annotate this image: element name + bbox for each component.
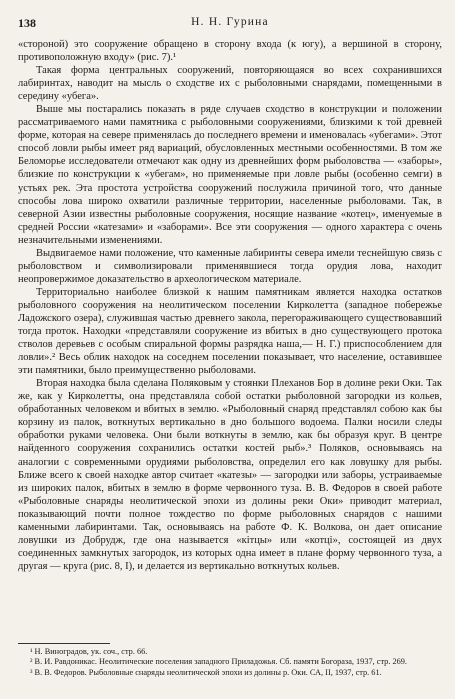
paragraph: Выше мы постарались показать в ряде случаев сходство в конструкции и положении рассматриваемого нами памятника с рыболовными сооружениями, близкими к той древней форме, которая на севере применялась до последнего времени и именовалась «убегами». Этот способ ловли рыбы имеет ряд вариаций, обусловленных местными особенностями. В том же Беломорье исследователи отмечают как одну из древнейших форм рыболовства — «заборы», близкие по конструкции к «убегам», но применяемые при ловле рыбы (особенно семги) в устьях рек. Эта простота устройства сооружений послужила причиной того, что данные способы лова широко охватили различные территории, населенные рыболовами. Так, в северной Азии известны рыболовные сооружения, носящие название «котец», именуемые в средней России «катезами» и «заборами». Все эти сооружения — одного характера с очень незначительными изменениями.	[18, 104, 442, 246]
footnote: ³ В. В. Федоров. Рыболовные снаряды неолитической эпохи из долины р. Оки. СА, II, 1937, стр. 61.	[30, 667, 382, 677]
footnote: ¹ Н. Виноградов, ук. соч., стр. 66.	[30, 646, 148, 656]
paragraph: Территориально наиболее близкой к нашим памятникам является находка остатков рыболовного сооружения на неолитическом поселении Кирколетта (западное побережье Ладожского озера), служившая частью древнего закола, перегораживающего существовавший тогда проток. Находки «представляли сооружение из вбитых в дно существующего протока стволов деревьев с особым спиральной формы разрядка наша,— Н. Г.) приспособлением для ловли».² Весь облик находок на соседнем поселении показывает, что население, оставившее эти памятники, было преимущественно рыболовами.	[18, 286, 442, 377]
book-page	[18, 14, 442, 686]
footnote-rule	[18, 643, 110, 644]
page-number: 138	[18, 16, 36, 30]
paragraph: Вторая находка была сделана Поляковым у стоянки Плеханов Бор в долине реки Оки. Так же, как у Кирколетты, она представляла собой остатки рыболовной загородки из кольев, обработанных человеком и вбитых в землю. «Рыболовный снаряд представлял собою как бы корзину из палок, воткнутых вертикально в дно большого водоема. Палки носили следы обработки руками человека. Они были воткнуты в землю, как бы образуя круг. В центре найденного сооружения сохранились остатки костей рыб».³ Поляков, основываясь на аналогии с современными орудиями рыболовства, определил его как ловушку для рыбы. Ближе всего к своей находке автор считает «катезы» — загородки или заборы, устраиваемые из широких палок, вбитых в землю в форме червонного туза. В. В. Федоров в своей работе «Рыболовные снаряды неолитической эпохи из долины реки Оки» приводит материал, показывающий почти полное тождество по форме рыболовных снарядов с нашими каменными лабиринтами. Так, основываясь на работе Ф. К. Волкова, он дает описание ловушки из Добрудж, где она называется «кітцы» или «котці», состоящей из двух соединенных замкнутых загородок, из которых одна имеет в плане форму червонного туза, а другая — круга (рис. 8, I), и делается из вертикально воткнутых кольев.	[18, 378, 442, 572]
body-text	[18, 38, 442, 573]
footnote: ² В. И. Равдоникас. Неолитические поселения западного Приладожья. Сб. памяти Богораза, 1937, стр. 269.	[30, 657, 407, 667]
footnotes	[18, 643, 442, 678]
page-header	[18, 14, 442, 34]
paragraph: «стороной) это сооружение обращено в сторону входа (к югу), а вершиной в сторону, противоположную входу» (рис. 7).¹	[18, 39, 442, 64]
running-head: Н. Н. Гурина	[191, 16, 269, 28]
paragraph: Выдвигаемое нами положение, что каменные лабиринты севера имели теснейшую связь с рыболовством и символизировали применявшиеся тогда орудия лова, находит неопровержимое доказательство в археологическом материале.	[18, 247, 442, 285]
paragraph: Такая форма центральных сооружений, повторяющаяся во всех сохранившихся лабиринтах, наводит на мысль о сходстве их с рыболовными снарядами, помещенными в середину «убега».	[18, 65, 442, 103]
